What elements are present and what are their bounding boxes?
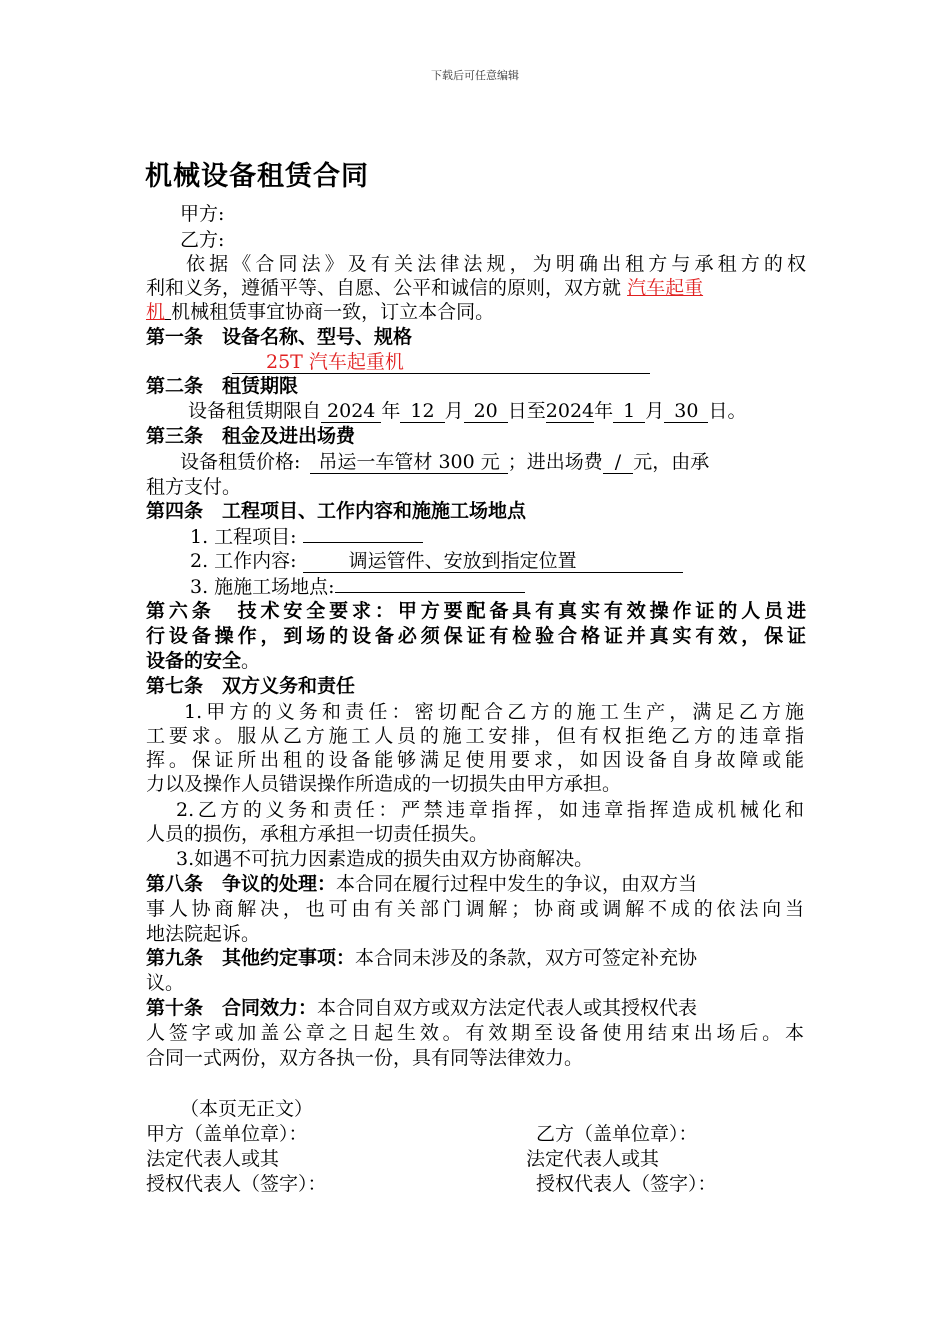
lease-period-row <box>188 399 746 423</box>
work-content-row <box>190 549 683 573</box>
fee-field[interactable]: / <box>603 451 633 474</box>
equipment-spec-field[interactable]: 25T 汽车起重机 <box>232 351 650 374</box>
site-field[interactable] <box>335 574 525 593</box>
article-9-heading: 第九条 其他约定事项： <box>146 947 356 969</box>
project-label: 1. 工程项目: <box>190 526 297 548</box>
lease-period-label: 设备租赁期限自 <box>188 400 322 422</box>
article-7-heading: 第七条 双方义务和责任 <box>146 675 356 697</box>
year-label: 年 <box>594 400 614 422</box>
page-title: 机械设备租赁合同 <box>145 161 369 192</box>
month-label: 月 <box>645 400 665 422</box>
work-content-field[interactable]: 调运管件、安放到指定位置 <box>303 550 683 573</box>
article-7-p1-line-1: 1.甲方的义务和责任：密切配合乙方的施工生产，满足乙方施 <box>184 701 804 723</box>
article-8-heading: 第八条 争议的处理： <box>146 873 337 895</box>
party-a-rep: 法定代表人或其 <box>146 1148 280 1170</box>
party-a-label: 甲方: <box>180 203 225 225</box>
article-6-line-2: 行设备操作，到场的设备必须保证有检验合格证并真实有效，保证 <box>146 625 806 647</box>
party-a-seal: 甲方（盖单位章）： <box>146 1123 308 1145</box>
end-month-field[interactable]: 1 <box>613 400 645 423</box>
party-b-seal: 乙方（盖单位章）： <box>536 1123 698 1145</box>
article-7-p2-line-2: 人员的损伤，承租方承担一切责任损失。 <box>146 823 489 845</box>
article-6-text: 设备的安全 <box>146 650 242 672</box>
start-year-field[interactable]: 2024 <box>321 400 381 423</box>
fee-label: ；进出场费 <box>507 451 603 473</box>
article-8-line-2: 事人协商解决，也可由有关部门调解；协商或调解不成的依法向当 <box>146 898 804 920</box>
article-4-heading: 第四条 工程项目、工作内容和施施工场地点 <box>146 500 527 522</box>
intro-line-3 <box>146 300 494 324</box>
year-label: 年 <box>381 400 401 422</box>
party-b-rep: 法定代表人或其 <box>526 1148 660 1170</box>
intro-line-1: 依据《合同法》及有关法律法规，为明确出租方与承租方的权 <box>186 253 806 275</box>
price-label: 设备租赁价格: <box>180 451 301 473</box>
end-label: 日。 <box>708 400 747 422</box>
party-a-sign: 授权代表人（签字）： <box>146 1173 327 1195</box>
article-7-p1-line-3: 挥。保证所出租的设备能够满足使用要求，如因设备自身故障或能 <box>146 749 804 771</box>
article-7-p2-line-1: 2.乙方的义务和责任：严禁违章指挥，如违章指挥造成机械化和 <box>176 799 804 821</box>
equipment-name-field[interactable]: 汽车起重 <box>627 277 704 299</box>
article-1-heading: 第一条 设备名称、型号、规格 <box>146 326 413 348</box>
end-day-field[interactable]: 30 <box>664 400 708 423</box>
article-10-text: 本合同自双方或双方法定代表人或其授权代表 <box>317 997 698 1019</box>
price-field[interactable]: 吊运一车管材 300 元 <box>310 451 507 474</box>
article-10-line-1 <box>146 996 697 1020</box>
to-label: 日至 <box>507 400 546 422</box>
no-text-note: （本页无正文） <box>180 1098 314 1120</box>
intro-text: 利和义务，遵循平等、自愿、公平和诚信的原则，双方就 <box>146 277 622 299</box>
start-month-field[interactable]: 12 <box>400 400 444 423</box>
month-label: 月 <box>444 400 464 422</box>
site-label: 3. 施施工场地点: <box>190 576 335 598</box>
article-6-line-3 <box>146 649 260 673</box>
article-9-line-2: 议。 <box>146 972 185 994</box>
start-day-field[interactable]: 20 <box>464 400 508 423</box>
party-b-label: 乙方: <box>180 229 225 251</box>
end-year-field[interactable]: 2024 <box>545 400 595 422</box>
article-7-p1-line-4: 力以及操作人员错误操作所造成的一切损失由甲方承担。 <box>146 773 622 795</box>
article-7-p3: 3.如遇不可抗力因素造成的损失由双方协商解决。 <box>176 848 594 870</box>
article-8-text: 本合同在履行过程中发生的争议，由双方当 <box>336 873 698 895</box>
article-10-heading: 第十条 合同效力： <box>146 997 318 1019</box>
article-9-text: 本合同未涉及的条款，双方可签定补充协 <box>355 947 698 969</box>
work-content-label: 2. 工作内容: <box>190 550 297 572</box>
party-b-sign: 授权代表人（签字）： <box>536 1173 717 1195</box>
article-8-line-3: 地法院起诉。 <box>146 923 261 945</box>
article-2-heading: 第二条 租赁期限 <box>146 375 299 397</box>
project-row <box>190 524 423 549</box>
article-10-line-3: 合同一式两份，双方各执一份，具有同等法律效力。 <box>146 1047 584 1069</box>
site-row <box>190 574 525 599</box>
intro-line-2 <box>146 276 703 300</box>
header-note: 下载后可任意编辑 <box>431 69 519 82</box>
article-6-period: 。 <box>241 650 261 672</box>
article-8-line-1 <box>146 872 697 896</box>
project-field[interactable] <box>303 524 423 543</box>
article-1-value-row <box>232 350 650 374</box>
intro-text-end: 机械租赁事宜协商一致，订立本合同。 <box>171 301 495 323</box>
article-3-heading: 第三条 租金及进出场费 <box>146 425 356 447</box>
equipment-name-field-cont[interactable]: 机 <box>146 301 166 323</box>
price-row-2: 租方支付。 <box>146 476 242 498</box>
article-7-p1-line-2: 工要求。服从乙方施工人员的施工安排，但有权拒绝乙方的违章指 <box>146 725 804 747</box>
article-9-line-1 <box>146 946 697 970</box>
article-10-line-2: 人签字或加盖公章之日起生效。有效期至设备使用结束出场后。本 <box>146 1022 804 1044</box>
fee-unit: 元，由承 <box>633 451 710 473</box>
price-row <box>180 450 709 474</box>
article-6-line-1: 第六条 技术安全要求：甲方要配备具有真实有效操作证的人员进 <box>146 600 806 622</box>
